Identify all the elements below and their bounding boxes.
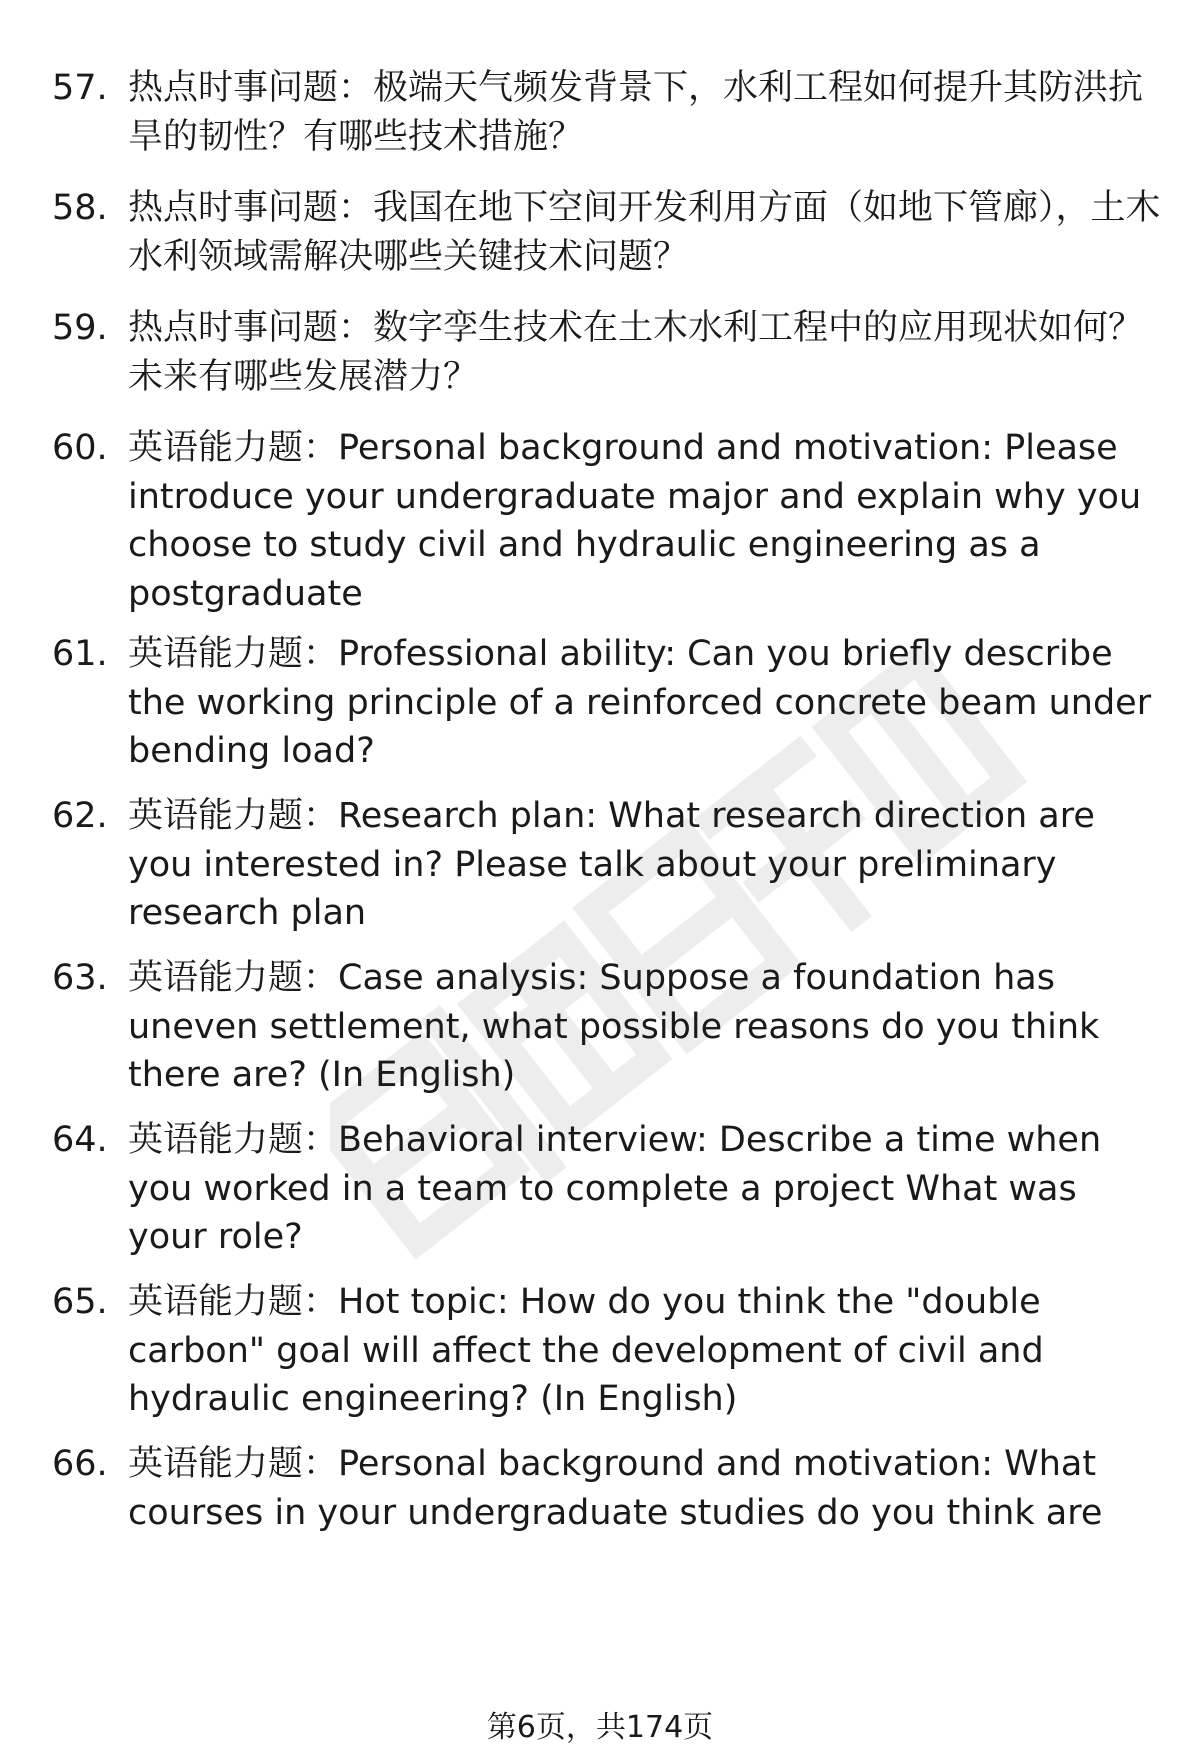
list-item bbox=[52, 64, 1162, 161]
list-item bbox=[52, 954, 1162, 1099]
list-item bbox=[52, 184, 1162, 281]
question-number: 65. bbox=[52, 1282, 108, 1322]
question-text: Personal background and motivation: Please introduce your undergraduate major and explain why you choose to study civil and hydraulic engineering as a postgraduate bbox=[128, 428, 1142, 614]
question-category: 热点时事问题： bbox=[128, 308, 374, 348]
question-category: 英语能力题： bbox=[128, 1120, 339, 1160]
question-category: 英语能力题： bbox=[128, 1282, 339, 1322]
question-category: 英语能力题： bbox=[128, 634, 339, 674]
question-list bbox=[52, 64, 1162, 1537]
list-item bbox=[52, 630, 1162, 775]
question-number: 58. bbox=[52, 188, 108, 228]
question-text: 极端天气频发背景下，水利工程如何提升其防洪抗旱的韧性？有哪些技术措施？ bbox=[128, 68, 1144, 157]
question-category: 英语能力题： bbox=[128, 958, 339, 998]
question-number: 62. bbox=[52, 796, 108, 836]
question-text: 我国在地下空间开发利用方面（如地下管廊），土木水利领域需解决哪些关键技术问题？ bbox=[128, 188, 1161, 277]
question-text: Professional ability: Can you briefly describe the working principle of a reinforced concrete beam under bending load? bbox=[128, 634, 1152, 771]
question-text: Hot topic: How do you think the "double carbon" goal will affect the development of civil and hydraulic engineering? (In English) bbox=[128, 1282, 1044, 1419]
list-item bbox=[52, 304, 1162, 401]
list-item bbox=[52, 424, 1162, 618]
question-number: 64. bbox=[52, 1120, 108, 1160]
question-text: Personal background and motivation: What courses in your undergraduate studies do you think are bbox=[128, 1444, 1103, 1533]
list-item bbox=[52, 1116, 1162, 1261]
question-number: 61. bbox=[52, 634, 108, 674]
list-item bbox=[52, 1278, 1162, 1423]
question-category: 英语能力题： bbox=[128, 428, 339, 468]
question-number: 60. bbox=[52, 428, 108, 468]
question-number: 57. bbox=[52, 68, 108, 108]
question-number: 63. bbox=[52, 958, 108, 998]
page-footer: 第6页，共174页 bbox=[486, 1710, 714, 1745]
question-number: 66. bbox=[52, 1444, 108, 1484]
question-number: 59. bbox=[52, 308, 108, 348]
question-text: Behavioral interview: Describe a time when you worked in a team to complete a project What was your role? bbox=[128, 1120, 1102, 1257]
question-text: Research plan: What research direction are you interested in? Please talk about your preliminary research plan bbox=[128, 796, 1095, 933]
question-category: 英语能力题： bbox=[128, 1444, 339, 1484]
question-category: 热点时事问题： bbox=[128, 68, 374, 108]
question-category: 英语能力题： bbox=[128, 796, 339, 836]
question-category: 热点时事问题： bbox=[128, 188, 374, 228]
list-item bbox=[52, 792, 1162, 937]
question-text: 数字孪生技术在土木水利工程中的应用现状如何？未来有哪些发展潜力？ bbox=[128, 308, 1144, 397]
list-item bbox=[52, 1440, 1162, 1537]
question-text: Case analysis: Suppose a foundation has uneven settlement, what possible reasons do you think there are? (In English) bbox=[128, 958, 1100, 1095]
